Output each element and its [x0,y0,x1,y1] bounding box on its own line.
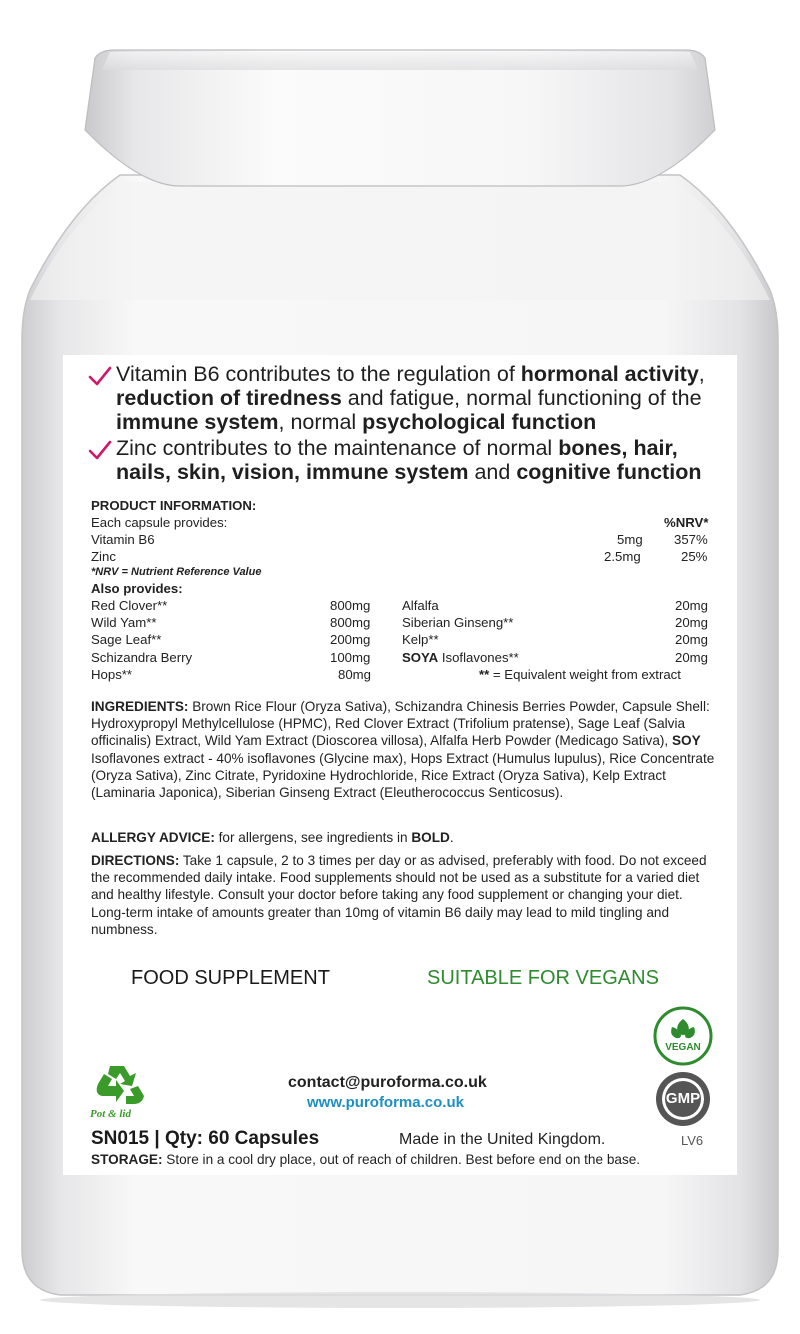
recycle-icon [90,1062,146,1108]
contact-email: contact@puroforma.co.uk [288,1074,487,1091]
nrv-header: %NRV* [664,515,709,530]
herb-amount: 80mg [338,667,371,682]
vitamin-nrv: 25% [681,549,708,564]
made-in-label: Made in the United Kingdom. [399,1131,606,1148]
herb-amount: 20mg [675,598,708,613]
gmp-seal [654,1070,712,1128]
herb-amount: 100mg [330,650,371,665]
herb-amount: 20mg [675,615,708,630]
herb-name: Kelp** [402,632,439,647]
gmp-text: GMP [665,1090,701,1107]
product-info-heading: PRODUCT INFORMATION: [91,498,257,513]
vitamin-name: Vitamin B6 [91,532,155,547]
vegan-leaf-icon [652,1005,714,1067]
vegan-badge-text: VEGAN [665,1042,701,1053]
herb-name: Red Clover** [91,598,168,613]
allergy-advice: ALLERGY ADVICE: for allergens, see ingredients in BOLD. [91,830,454,845]
health-claims [88,362,728,484]
equivalent-note: ** = Equivalent weight from extract [479,667,681,682]
vitamin-amount: 2.5mg [604,549,641,564]
herb-name: SOYA Isoflavones** [402,650,519,665]
vegan-badge [652,1005,714,1067]
storage-advice: STORAGE: Store in a cool dry place, out of reach of children. Best before end on the base. [91,1152,641,1167]
suitable-for-vegans-label: SUITABLE FOR VEGANS [427,967,659,989]
herb-amount: 200mg [330,632,371,647]
herb-amount: 20mg [675,650,708,665]
recycle-logo [88,1062,150,1126]
b6-warning: Long-term intake of amounts greater than 10mg of vitamin B6 daily may lead to mild tingling and numbness. [91,904,670,937]
product-code: SN015 | Qty: 60 Capsules [91,1128,320,1149]
claim-text: Zinc contributes to the maintenance of normal bones, hair, nails, skin, vision, immune system and cognitive function [116,436,702,484]
version-code: LV6 [681,1133,704,1148]
also-provides-label: Also provides: [91,581,183,596]
herb-name: Alfalfa [402,598,439,613]
claim-text: Vitamin B6 contributes to the regulation of hormonal activity, reduction of tiredness and fatigue, normal functioning of the immune system, normal psychological function [116,362,705,434]
vitamin-name: Zinc [91,549,116,564]
claim-vitamin-b6 [88,362,728,434]
herb-name: Siberian Ginseng** [402,615,514,630]
ingredients-paragraph: INGREDIENTS: Brown Rice Flour (Oryza Sativa), Schizandra Chinesis Berries Powder, Capsule Shell: Hydroxypropyl Methylcellulose (HPMC), Red Clover Extract (Trifolium pratense), Sage Leaf (Salvia officinalis) Extract, Wild Yam Extract (Dioscorea villosa), Alfalfa Herb Powder (Medicago Sativa), SOY Isoflavones extract - 40% isoflavones (Glycine max), Hops Extract (Humulus lupulus), Rice Concentrate (Oryza Sativa), Zinc Citrate, Pyridoxine Hydrochloride, Rice Extract (Oryza Sativa), Kelp Extract (Laminaria Japonica), Siberian Ginseng Extract (Eleutherococcus Senticosus). [91,699,715,801]
herb-name: Hops** [91,667,133,682]
herb-amount: 800mg [330,598,371,613]
vitamin-amount: 5mg [617,532,643,547]
herb-name: Wild Yam** [91,615,157,630]
herb-name: Sage Leaf** [91,632,162,647]
each-capsule-label: Each capsule provides: [91,515,228,530]
herb-name: Schizandra Berry [91,650,193,665]
tick-icon [88,440,112,460]
herb-amount: 800mg [330,615,371,630]
herb-amount: 20mg [675,632,708,647]
recycle-text: Pot & lid [90,1108,131,1120]
food-supplement-label: FOOD SUPPLEMENT [131,967,330,989]
vitamin-nrv: 357% [674,532,708,547]
tick-icon [88,366,112,386]
claim-zinc [88,436,728,484]
nrv-note: *NRV = Nutrient Reference Value [91,566,262,578]
directions-paragraph: DIRECTIONS: Take 1 capsule, 2 to 3 times per day or as advised, preferably with food. Do not exceed the recommended daily intake. Food supplements should not be used as a substitute for a varied diet and healthy lifestyle. Consult your doctor before taking any food supplement or changing your diet. Long-term intake of amounts greater than 10mg of vitamin B6 daily may lead to mild tingling and numbness. [91,853,707,937]
website-link: www.puroforma.co.uk [307,1094,464,1111]
